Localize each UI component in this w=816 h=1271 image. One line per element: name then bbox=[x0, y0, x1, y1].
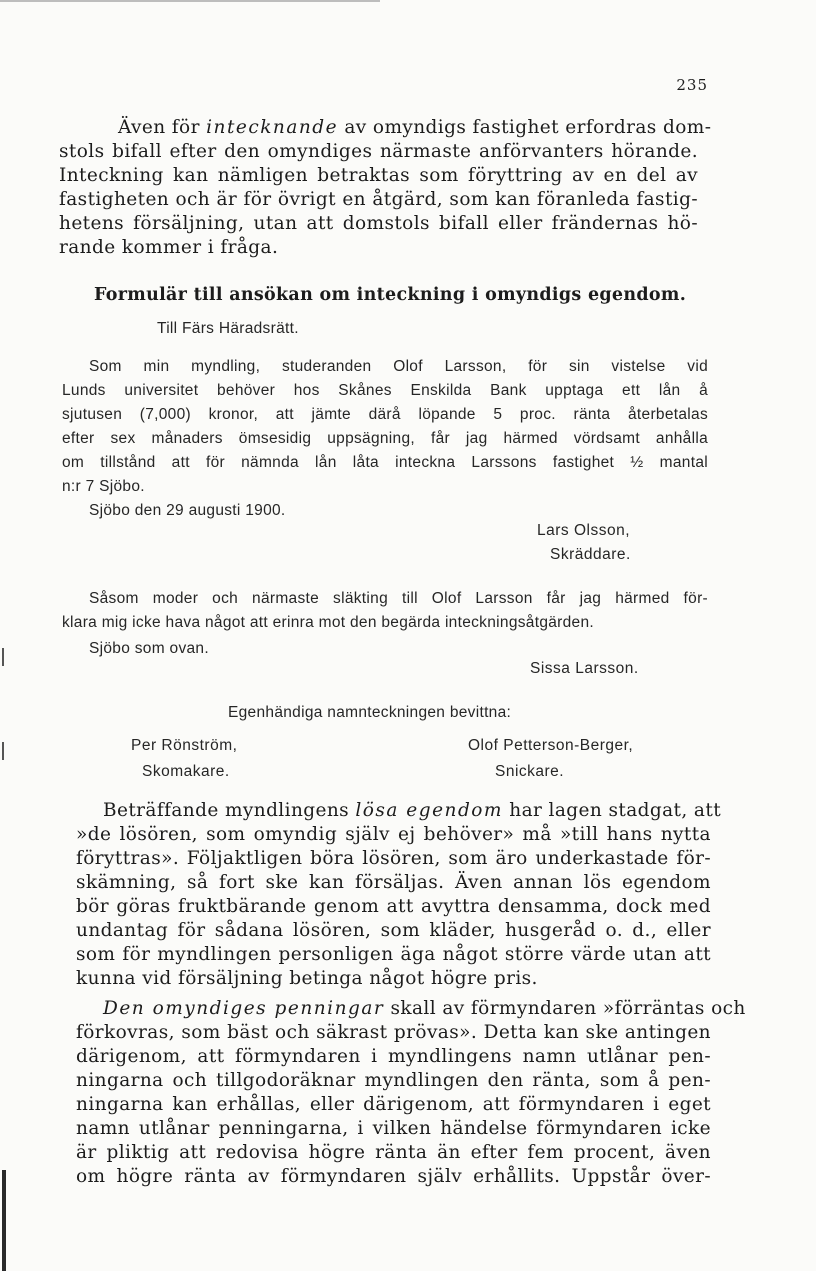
witness-2-name: Olof Petterson-Berger, bbox=[468, 737, 634, 754]
text-line: skämning, så fort ske kan försäljas. Även annan lös egendom bbox=[76, 872, 711, 893]
text-line: kunna vid försäljning betinga något högre pris. bbox=[76, 968, 538, 989]
text-line: förkovras, som bäst och säkrast prövas». Detta kan ske antingen bbox=[76, 1022, 711, 1043]
italic-term: Den omyndiges penningar bbox=[103, 998, 385, 1019]
text-line: hetens försäljning, utan att domstols bifall eller frändernas hö- bbox=[59, 213, 698, 234]
mother-signature: Sissa Larsson. bbox=[530, 660, 639, 677]
scan-edge-bar bbox=[2, 1170, 6, 1271]
form-line: sjutusen (7,000) kronor, att jämte därå löpande 5 proc. ränta återbetalas bbox=[62, 406, 708, 423]
form-line: om tillstånd att för nämnda lån låta inteckna Larssons fastighet ½ mantal bbox=[62, 454, 708, 471]
form-heading: Formulär till ansökan om inteckning i omyndigs egendom. bbox=[94, 285, 687, 305]
form-addressee: Till Färs Häradsrätt. bbox=[157, 320, 299, 337]
text-line: ningarna och tillgodoräknar myndlingen den ränta, som å pen- bbox=[76, 1070, 711, 1091]
signer-name: Lars Olsson, bbox=[537, 522, 631, 539]
witness-intro: Egenhändiga namnteckningen bevittna: bbox=[228, 704, 512, 721]
text-line: namn utlånar penningarna, i vilken händelse förmyndaren icke bbox=[76, 1118, 711, 1139]
text-line: undantag för sådana lösören, som kläder, husgeråd o. d., eller bbox=[76, 920, 711, 941]
witness-1-title: Skomakare. bbox=[142, 763, 230, 780]
text-line: bör göras fruktbärande genom att avyttra densamma, dock med bbox=[76, 896, 711, 917]
margin-mark bbox=[2, 648, 4, 666]
witness-2-title: Snickare. bbox=[495, 763, 565, 780]
consent-line: Såsom moder och närmaste släkting till Olof Larsson får jag härmed för- bbox=[89, 590, 708, 607]
text-line: »de lösören, som omyndig själv ej behöver» må »till hans nytta bbox=[76, 824, 711, 845]
text-line: fastigheten och är för övrigt en åtgärd, som kan föranleda fastig- bbox=[59, 189, 698, 210]
witness-1-name: Per Rönström, bbox=[131, 737, 238, 754]
margin-mark bbox=[2, 742, 4, 760]
italic-term: intecknande bbox=[206, 117, 339, 138]
text-line: stols bifall efter den omyndiges närmaste anförvanters hörande. bbox=[59, 141, 698, 162]
text-line: Även för intecknande av omyndigs fastighet erfordras dom- bbox=[118, 117, 712, 138]
italic-term: lösa egendom bbox=[355, 800, 503, 821]
consent-line: klara mig icke hava något att erinra mot den begärda inteckningsåtgärden. bbox=[62, 614, 594, 631]
form-date: Sjöbo den 29 augusti 1900. bbox=[89, 502, 286, 519]
text-line: rande kommer i fråga. bbox=[59, 237, 279, 258]
text-line: därigenom, att förmyndaren i myndlingens namn utlånar pen- bbox=[76, 1046, 711, 1067]
form-line: Lunds universitet behöver hos Skånes Enskilda Bank upptaga ett lån å bbox=[62, 382, 708, 399]
form-line: n:r 7 Sjöbo. bbox=[62, 478, 145, 495]
text-line: om högre ränta av förmyndaren själv erhållits. Uppstår över- bbox=[76, 1166, 711, 1187]
top-edge-rule bbox=[0, 0, 380, 2]
form-line: efter sex månaders ömsesidig uppsägning, får jag härmed vördsamt anhålla bbox=[62, 430, 708, 447]
form-line: Som min myndling, studeranden Olof Larsson, för sin vistelse vid bbox=[89, 358, 708, 375]
text-line: ningarna kan erhållas, eller därigenom, att förmyndaren i eget bbox=[76, 1094, 711, 1115]
signer-title: Skräddare. bbox=[550, 546, 631, 563]
text-line: föryttras». Följaktligen böra lösören, som äro underkastade för- bbox=[76, 848, 711, 869]
page-number: 235 bbox=[676, 76, 708, 94]
text-line: är pliktig att redovisa högre ränta än efter fem procent, även bbox=[76, 1142, 711, 1163]
text-line: Beträffande myndlingens lösa egendom har lagen stadgat, att bbox=[103, 800, 722, 821]
text-line: som för myndlingen personligen äga något större värde utan att bbox=[76, 944, 711, 965]
text-line: Den omyndiges penningar skall av förmyndaren »förräntas och bbox=[103, 998, 746, 1019]
form-place: Sjöbo som ovan. bbox=[89, 640, 209, 657]
text-line: Inteckning kan nämligen betraktas som föryttring av en del av bbox=[59, 165, 698, 186]
